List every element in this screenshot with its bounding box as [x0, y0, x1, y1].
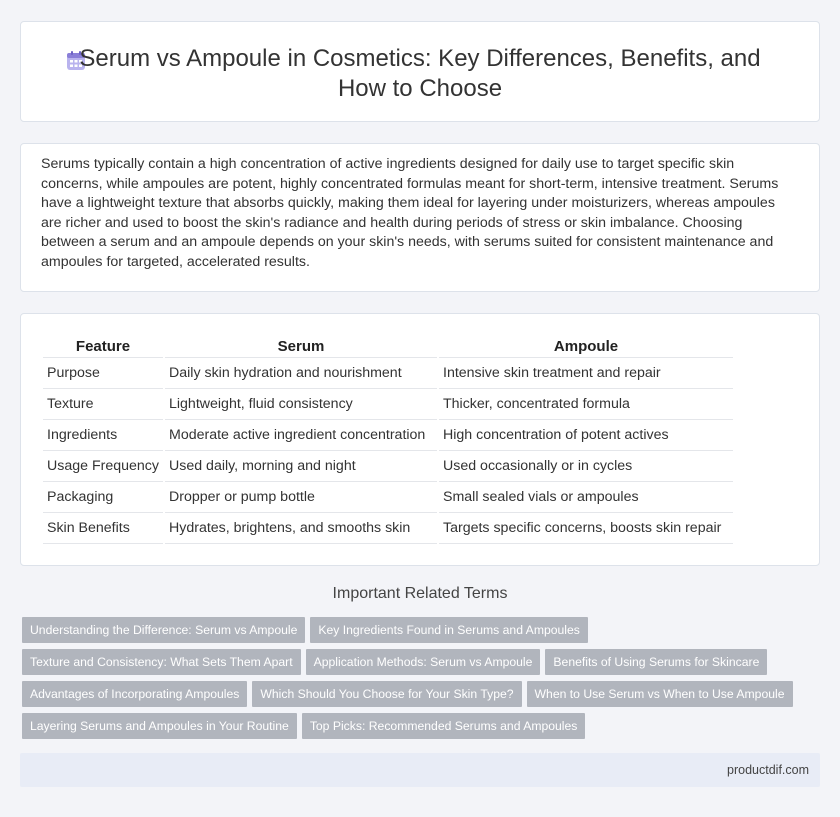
page-title-line-1: Serum vs Ampoule in Cosmetics: Key Differences, Benefits, and [79, 45, 761, 72]
related-term-link[interactable]: Understanding the Difference: Serum vs Ampoule [22, 617, 305, 643]
tag-row [22, 649, 812, 681]
table-cell-feature: Purpose [43, 358, 163, 389]
page-title-line-2: How to Choose [337, 75, 503, 102]
table-cell-feature: Usage Frequency [43, 451, 163, 482]
table-cell-serum: Dropper or pump bottle [165, 482, 437, 513]
page-title [21, 44, 819, 104]
tag-row [22, 681, 812, 713]
related-term-link[interactable]: Advantages of Incorporating Ampoules [22, 681, 247, 707]
related-term-link[interactable]: When to Use Serum vs When to Use Ampoule [527, 681, 793, 707]
table-cell-ampoule: Intensive skin treatment and repair [439, 358, 733, 389]
comparison-table [41, 334, 735, 544]
table-cell-feature: Texture [43, 389, 163, 420]
table-cell-serum: Moderate active ingredient concentration [165, 420, 437, 451]
table-header-row [43, 334, 733, 358]
comparison-card [20, 313, 820, 566]
table-cell-serum: Used daily, morning and night [165, 451, 437, 482]
table-cell-serum: Hydrates, brightens, and smooths skin [165, 513, 437, 544]
intro-card [20, 143, 820, 292]
table-row [43, 482, 733, 513]
tag-row [22, 713, 812, 745]
table-cell-ampoule: High concentration of potent actives [439, 420, 733, 451]
related-term-link[interactable]: Application Methods: Serum vs Ampoule [306, 649, 541, 675]
related-term-link[interactable]: Top Picks: Recommended Serums and Ampoules [302, 713, 586, 739]
table-cell-feature: Ingredients [43, 420, 163, 451]
footer-bar [20, 753, 820, 787]
table-cell-ampoule: Targets specific concerns, boosts skin repair [439, 513, 733, 544]
column-header-feature: Feature [43, 334, 163, 358]
table-row [43, 513, 733, 544]
table-row [43, 420, 733, 451]
table-cell-serum: Lightweight, fluid consistency [165, 389, 437, 420]
table-cell-feature: Skin Benefits [43, 513, 163, 544]
column-header-serum: Serum [165, 334, 437, 358]
related-term-link[interactable]: Layering Serums and Ampoules in Your Routine [22, 713, 297, 739]
header-card [20, 21, 820, 122]
related-terms-list [22, 617, 812, 745]
related-terms-heading: Important Related Terms [332, 585, 508, 602]
related-term-link[interactable]: Which Should You Choose for Your Skin Type? [252, 681, 521, 707]
table-cell-ampoule: Used occasionally or in cycles [439, 451, 733, 482]
related-term-link[interactable]: Benefits of Using Serums for Skincare [545, 649, 767, 675]
footer-site-link[interactable]: productdif.com [727, 763, 809, 777]
table-row [43, 451, 733, 482]
table-cell-ampoule: Thicker, concentrated formula [439, 389, 733, 420]
table-cell-serum: Daily skin hydration and nourishment [165, 358, 437, 389]
column-header-ampoule: Ampoule [439, 334, 733, 358]
intro-paragraph: Serums typically contain a high concentration of active ingredients designed for daily use to target specific skin concerns, while ampoules are potent, highly concentrated formulas meant for short-term, intensive treatment. Serums have a lightweight texture that absorbs quickly, making them ideal for layering under moisturizers, whereas ampoules are richer and used to boost the skin's radiance and health during periods of stress or skin imbalance. Choosing between a serum and an ampoule depends on your skin's needs, with serums suited for consistent maintenance and ampoules for targeted, accelerated results. [41, 156, 779, 270]
related-term-link[interactable]: Texture and Consistency: What Sets Them Apart [22, 649, 301, 675]
table-row [43, 358, 733, 389]
related-term-link[interactable]: Key Ingredients Found in Serums and Ampoules [310, 617, 588, 643]
table-cell-ampoule: Small sealed vials or ampoules [439, 482, 733, 513]
table-cell-feature: Packaging [43, 482, 163, 513]
table-row [43, 389, 733, 420]
tag-row [22, 617, 812, 649]
